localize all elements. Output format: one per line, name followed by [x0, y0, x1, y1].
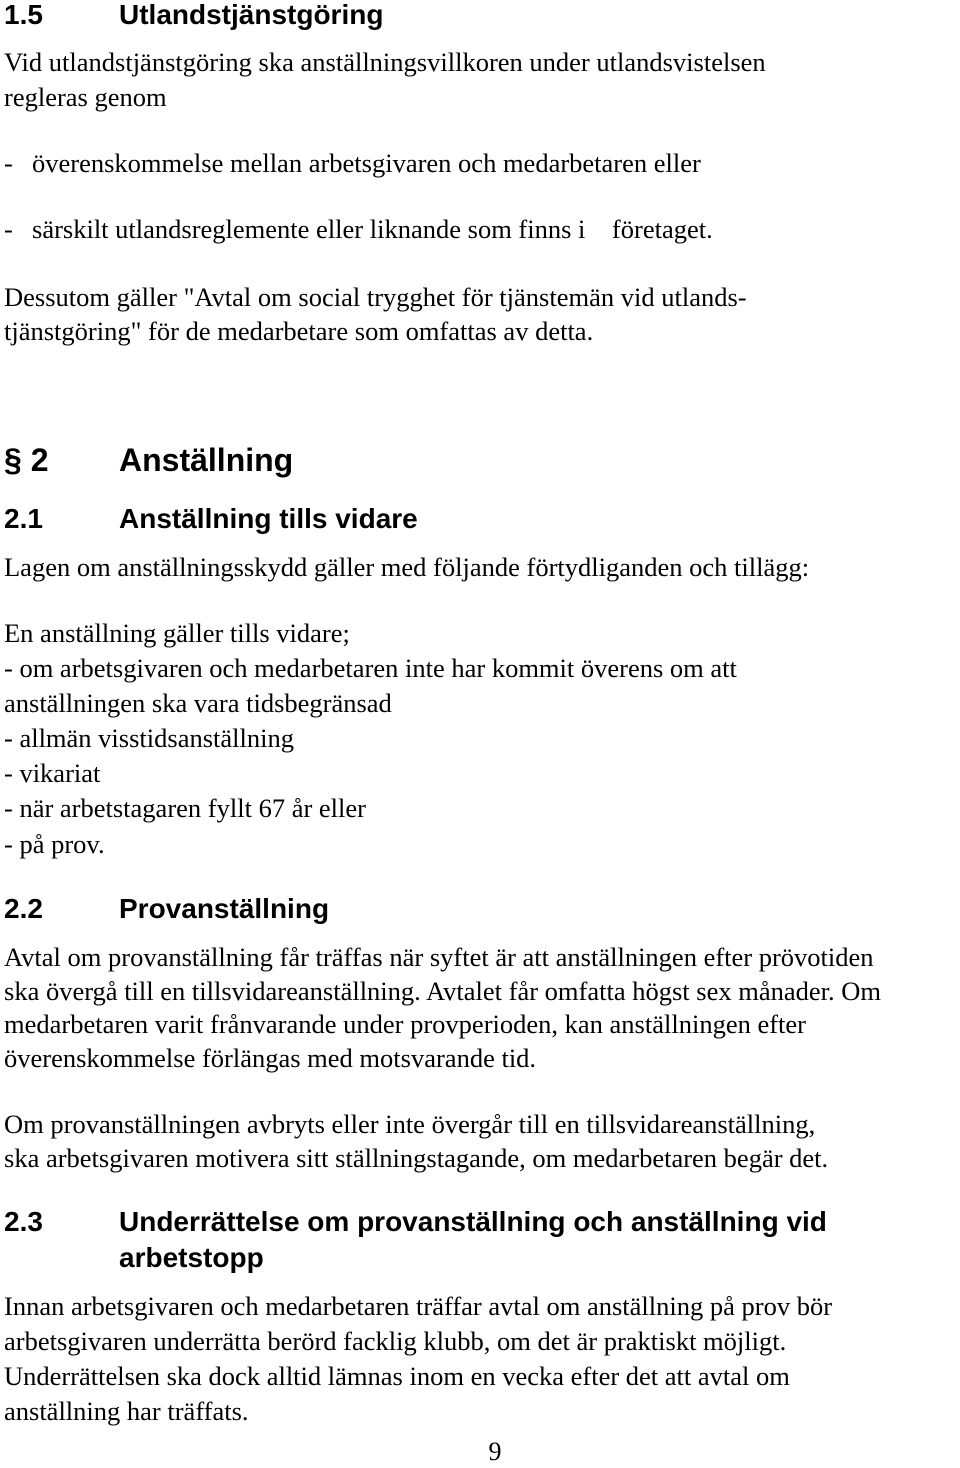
list-dash: - [4, 148, 13, 178]
paragraph-line: - allmän visstidsanställning [4, 723, 294, 753]
heading-2-2 [4, 892, 329, 926]
paragraph-line: ska övergå till en tillsvidareanställning. Avtalet får omfatta högst sex månader. Om [4, 976, 881, 1006]
paragraph-line: regleras genom [4, 82, 167, 112]
heading-title: Utlandstjänstgöring [119, 0, 384, 30]
heading-2-3-continued: arbetstopp [119, 1242, 264, 1273]
heading-section-2 [4, 440, 293, 480]
list-item [4, 212, 713, 246]
paragraph-line: - vikariat [4, 758, 101, 788]
paragraph-line: anställningen ska vara tidsbegränsad [4, 688, 392, 718]
heading-number: § 2 [4, 442, 49, 478]
paragraph-line: - om arbetsgivaren och medarbetaren inte har kommit överens om att [4, 653, 737, 683]
page-number: 9 [488, 1437, 502, 1466]
paragraph-line: - när arbetstagaren fyllt 67 år eller [4, 793, 366, 823]
list-dash: - [4, 214, 13, 244]
heading-number: 2.1 [4, 503, 43, 534]
paragraph-line: Dessutom gäller "Avtal om social trygghet för tjänstemän vid utlands- [4, 282, 747, 312]
heading-title: Anställning [119, 442, 294, 478]
heading-2-3 [4, 1205, 827, 1239]
paragraph-line: Vid utlandstjänstgöring ska anställningsvillkoren under utlandsvistelsen [4, 47, 766, 77]
paragraph-line: En anställning gäller tills vidare; [4, 618, 350, 648]
heading-number: 2.2 [4, 893, 43, 924]
paragraph-line: ska arbetsgivaren motivera sitt ställningstagande, om medarbetaren begär det. [4, 1143, 829, 1173]
paragraph-line: tjänstgöring" för de medarbetare som omfattas av detta. [4, 316, 594, 346]
paragraph-line: Underrättelsen ska dock alltid lämnas inom en vecka efter det att avtal om [4, 1361, 790, 1391]
paragraph-line: Avtal om provanställning får träffas när syftet är att anställningen efter prövotiden [4, 942, 874, 972]
list-item [4, 146, 701, 180]
paragraph-line: Innan arbetsgivaren och medarbetaren träffar avtal om anställning på prov bör [4, 1291, 833, 1321]
heading-1-5 [4, 0, 383, 32]
heading-title: Anställning tills vidare [119, 503, 418, 534]
paragraph-line: överenskommelse förlängas med motsvarande tid. [4, 1043, 537, 1073]
paragraph-line: - på prov. [4, 829, 105, 859]
paragraph-line: medarbetaren varit frånvarande under provperioden, kan anställningen efter [4, 1009, 806, 1039]
heading-title: Underrättelse om provanställning och anställning vid [119, 1206, 827, 1237]
list-item-text: särskilt utlandsreglemente eller liknande som finns i företaget. [32, 214, 713, 244]
paragraph-line: anställning har träffats. [4, 1396, 249, 1426]
paragraph-line: Om provanställningen avbryts eller inte övergår till en tillsvidareanställning, [4, 1109, 816, 1139]
heading-number: 1.5 [4, 0, 43, 30]
heading-title: Provanställning [119, 893, 330, 924]
paragraph-line: arbetsgivaren underrätta berörd facklig klubb, om det är praktiskt möjligt. [4, 1326, 787, 1356]
paragraph-line: Lagen om anställningsskydd gäller med följande förtydliganden och tillägg: [4, 552, 810, 582]
list-item-text: överenskommelse mellan arbetsgivaren och medarbetaren eller [32, 148, 701, 178]
heading-number: 2.3 [4, 1206, 43, 1237]
heading-2-1 [4, 502, 418, 536]
